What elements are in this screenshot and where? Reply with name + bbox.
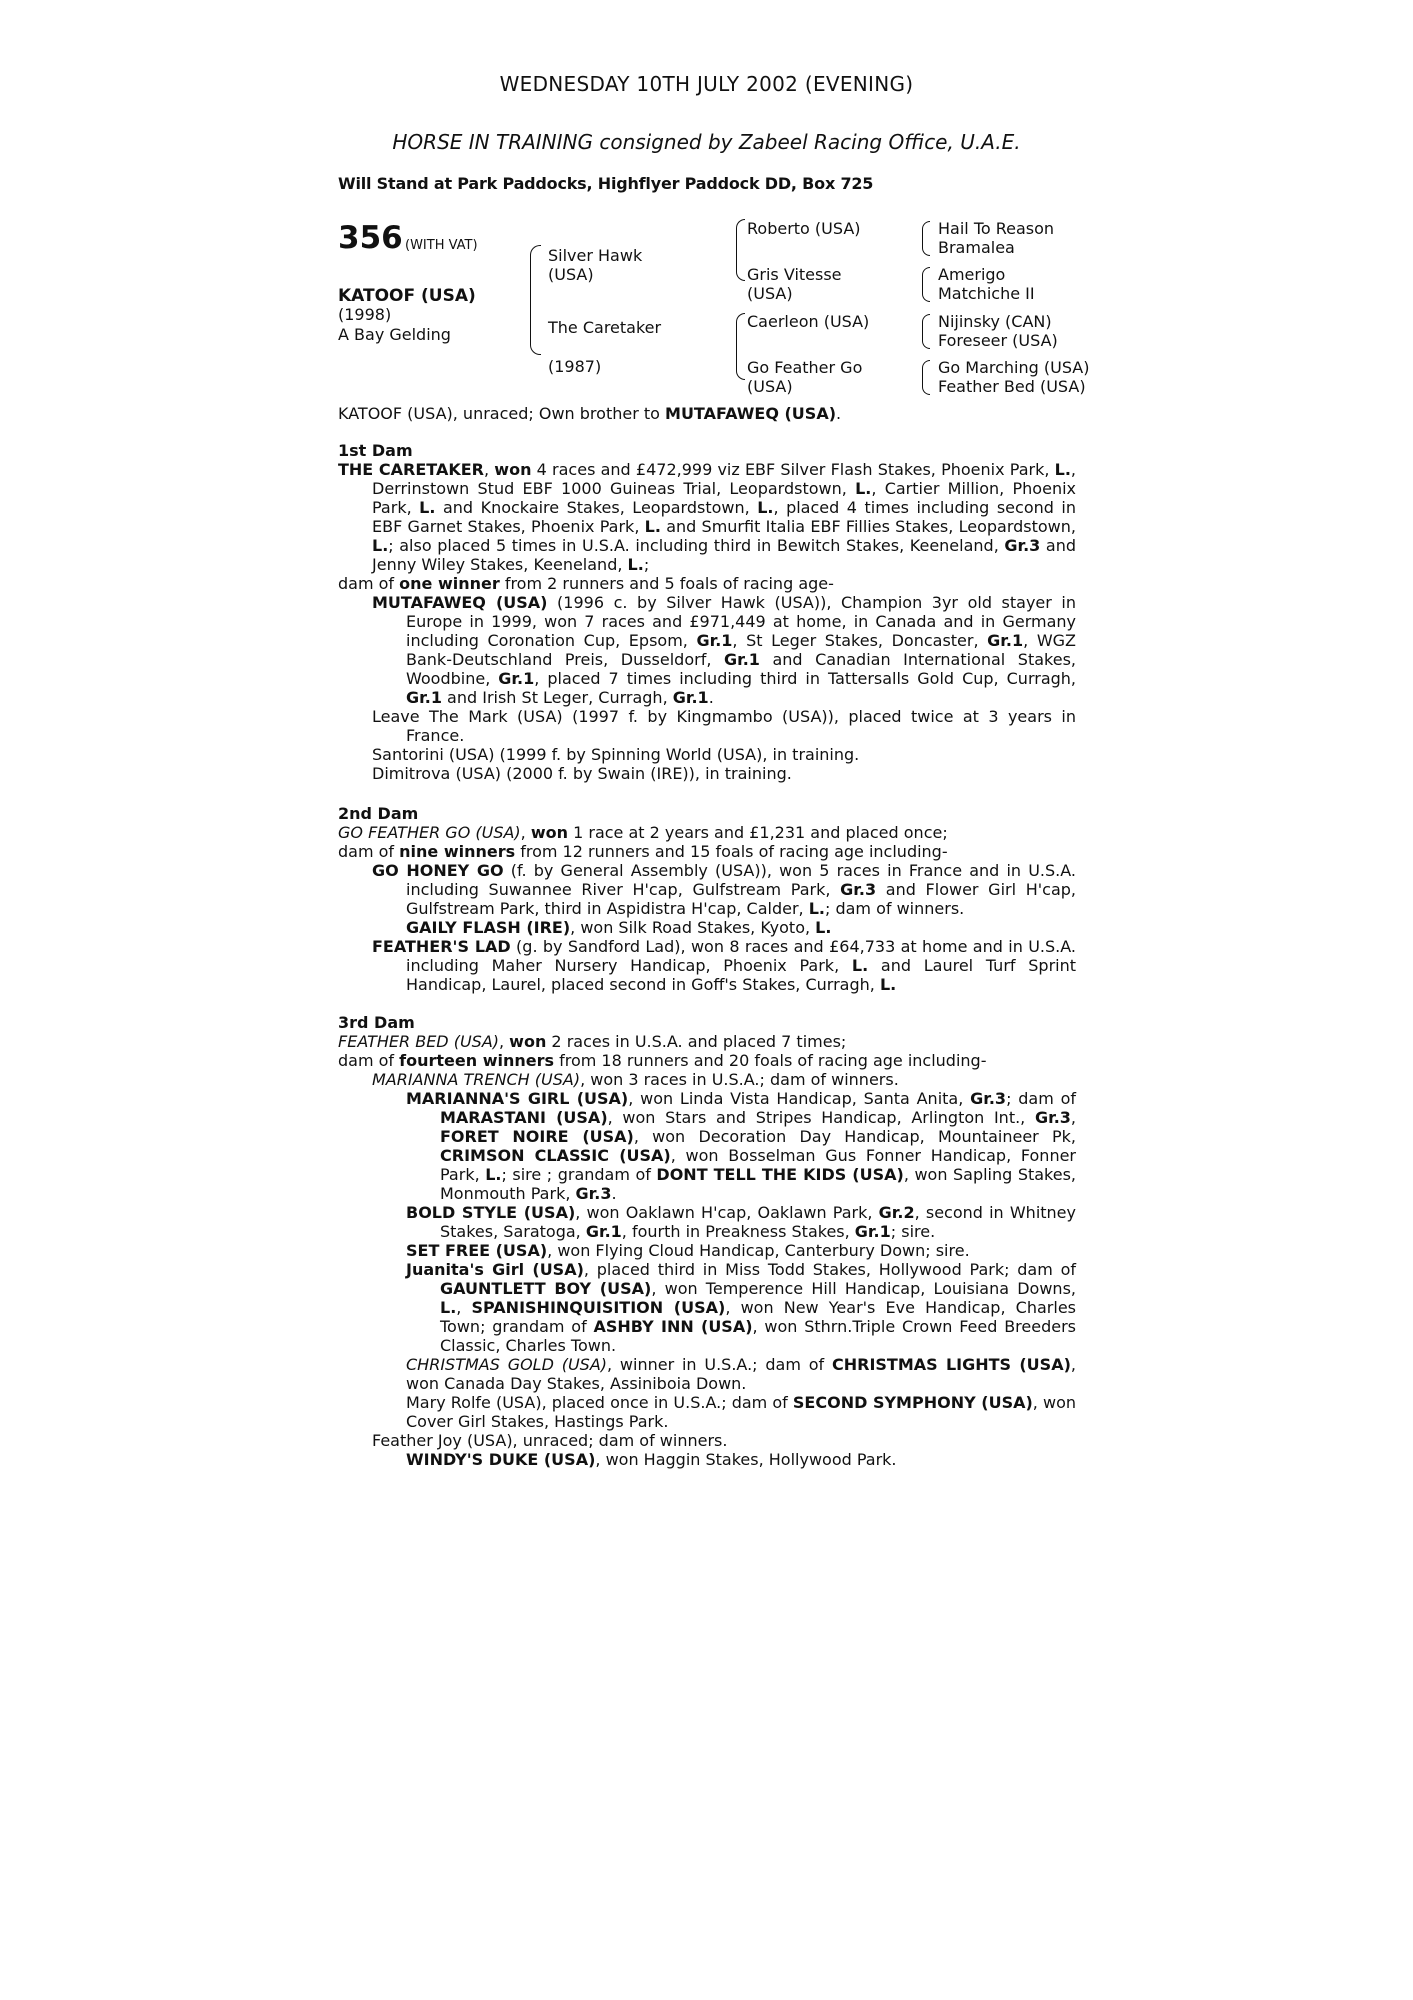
third-dam-heading: 3rd Dam (338, 1013, 415, 1032)
pedigree-brace-g1 (922, 221, 930, 256)
pedigree-brace-main (530, 245, 541, 355)
consignment-line: HORSE IN TRAINING consigned by Zabeel Racing Office, U.A.E. (392, 130, 1021, 154)
sire-dam: Gris Vitesse (USA) (747, 265, 842, 303)
sire-name: Silver Hawk (USA) (548, 246, 643, 284)
first-dam-section: 1st Dam THE CARETAKER, won 4 races and £472,999 viz EBF Silver Flash Stakes, Phoenix Park, L., Derrinstown Stud EBF 1000 Guineas Trial, Leopardstown, L., Cartier Million, Phoenix Park, L. and Knockaire Stakes, Leopardstown, L., placed 4 times including second in EBF Garnet Stakes, Phoenix Park, L. and Smurfit Italia EBF Fillies Stakes, Leopardstown, L.; also placed 5 times in U.S.A. including third in Bewitch Stakes, Keeneland, Gr.3 and Jenny Wiley Stakes, Keeneland, L.; dam of one winner from 2 runners and 5 foals of racing age- MUTAFAWEQ (USA) (1996 c. by Silver Hawk (USA)), Champion 3yr old stayer in Europe in 1999, won 7 races and £971,449 at home, in Canada and in Germany including Coronation Cup, Epsom, Gr.1, St Leger Stakes, Doncaster, Gr.1, WGZ Bank-Deutschland Preis, Dusseldorf, Gr.1 and Canadian International Stakes, Woodbine, Gr.1, placed 7 times including third in Tattersalls Gold Cup, Curragh, Gr.1 and Irish St Leger, Curragh, Gr.1. Leave The Mark (USA) (1997 f. by Kingmambo (USA)), placed twice at 3 years in France. Santorini (USA) (1999 f. by Spinning World (USA), in training. Dimitrova (USA) (2000 f. by Swain (IRE)), in training. (338, 441, 1077, 783)
sire-sire: Roberto (USA) (747, 219, 861, 238)
vat-note: (WITH VAT) (405, 238, 478, 253)
second-dam-section: 2nd Dam GO FEATHER GO (USA), won 1 race at 2 years and £1,231 and placed once; dam of nine winners from 12 runners and 15 foals of racing age including- GO HONEY GO (f. by General Assembly (USA)), won 5 races in France and in U.S.A. including Suwannee River H'cap, Gulfstream Park, Gr.3 and Flower Girl H'cap, Gulfstream Park, third in Aspidistra H'cap, Calder, L.; dam of winners. GAILY FLASH (IRE), won Silk Road Stakes, Kyoto, L. FEATHER'S LAD (g. by Sandford Lad), won 8 races and £64,733 at home and in U.S.A. including Maher Nursery Handicap, Phoenix Park, L. and Laurel Turf Sprint Handicap, Laurel, placed second in Goff's Stakes, Curragh, L. (338, 804, 1077, 994)
dam-year: (1987) (548, 357, 602, 376)
horse-description: A Bay Gelding (338, 325, 451, 344)
second-dam-heading: 2nd Dam (338, 804, 419, 823)
dam-sire: Caerleon (USA) (747, 312, 870, 331)
pedigree-brace-sire (736, 219, 745, 281)
dam-name: The Caretaker (548, 318, 662, 337)
horse-year: (1998) (338, 305, 392, 324)
pedigree-brace-g2 (922, 267, 930, 302)
intro-line: KATOOF (USA), unraced; Own brother to MUTAFAWEQ (USA). (338, 404, 842, 423)
first-dam-heading: 1st Dam (338, 441, 413, 460)
pedigree-brace-g3 (922, 314, 930, 349)
pedigree-brace-dam (736, 313, 745, 380)
gg-3: Nijinsky (CAN) Foreseer (USA) (938, 312, 1058, 350)
gg-1: Hail To Reason Bramalea (938, 219, 1055, 257)
dam-dam: Go Feather Go (USA) (747, 358, 863, 396)
horse-name: KATOOF (USA) (338, 286, 476, 306)
gg-4: Go Marching (USA) Feather Bed (USA) (938, 358, 1090, 396)
third-dam-section: 3rd Dam FEATHER BED (USA), won 2 races in U.S.A. and placed 7 times; dam of fourteen winners from 18 runners and 20 foals of racing age including- MARIANNA TRENCH (USA), won 3 races in U.S.A.; dam of winners. MARIANNA'S GIRL (USA), won Linda Vista Handicap, Santa Anita, Gr.3; dam of MARASTANI (USA), won Stars and Stripes Handicap, Arlington Int., Gr.3, FORET NOIRE (USA), won Decoration Day Handicap, Mountaineer Pk, CRIMSON CLASSIC (USA), won Bosselman Gus Fonner Handicap, Fonner Park, L.; sire ; grandam of DONT TELL THE KIDS (USA), won Sapling Stakes, Monmouth Park, Gr.3. BOLD STYLE (USA), won Oaklawn H'cap, Oaklawn Park, Gr.2, second in Whitney Stakes, Saratoga, Gr.1, fourth in Preakness Stakes, Gr.1; sire. SET FREE (USA), won Flying Cloud Handicap, Canterbury Down; sire. Juanita's Girl (USA), placed third in Miss Todd Stakes, Hollywood Park; dam of GAUNTLETT BOY (USA), won Temperence Hill Handicap, Louisiana Downs, L., SPANISHINQUISITION (USA), won New Year's Eve Handicap, Charles Town; grandam of ASHBY INN (USA), won Sthrn.Triple Crown Feed Breeders Classic, Charles Town. CHRISTMAS GOLD (USA), winner in U.S.A.; dam of CHRISTMAS LIGHTS (USA), won Canada Day Stakes, Assiniboia Down. Mary Rolfe (USA), placed once in U.S.A.; dam of SECOND SYMPHONY (USA), won Cover Girl Stakes, Hastings Park. Feather Joy (USA), unraced; dam of winners. WINDY'S DUKE (USA), won Haggin Stakes, Hollywood Park. (338, 1013, 1077, 1469)
gg-2: Amerigo Matchiche II (938, 265, 1035, 303)
lot-number: 356 (338, 220, 403, 256)
sale-date: WEDNESDAY 10TH JULY 2002 (EVENING) (499, 72, 914, 96)
stand-location: Will Stand at Park Paddocks, Highflyer Paddock DD, Box 725 (338, 174, 874, 193)
pedigree-brace-g4 (922, 360, 930, 395)
